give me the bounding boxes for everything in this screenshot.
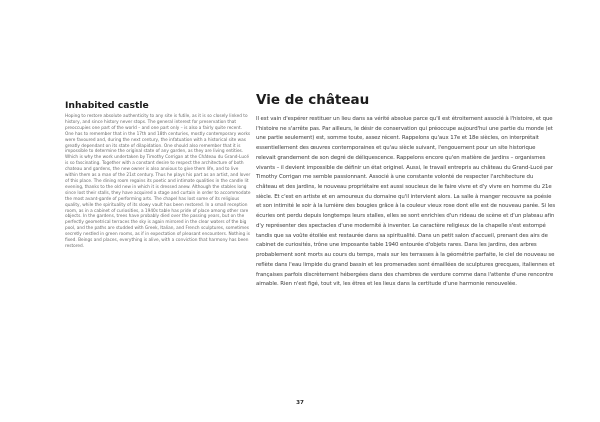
french-body-text: Il est vain d'espérer restituer un lieu dans sa vérité absolue parce qu'il est étroitement associé à l'histoire, et que l'histoire ne s'arrête pas. Par ailleurs, le désir de conservation qui préoccupe aujourd'hui une partie du monde (et une partie seulement) est, somme toute, assez récent. Rappelons qu'aux 17e et 18e siècles, on interprétait essentiellement des œuvres contemporaines et qu'au siècle suivant, l'engouement pour un site historique relevait grandement de son degré de déliquescence. Rappelons encore qu'en matière de jardins – organismes vivants – il devient impossible de définir un état originel. Aussi, le travail entrepris au château du Grand-Lucé par Timothy Corrigan me semble passionnant. Associé à une constante volonté de respecter l'architecture du château et des jardins, le nouveau propriétaire est aussi soucieux de le faire vivre et d'y vivre en homme du 21e siècle. Et c'est en artiste et en amoureux du domaine qu'il intervient alors. La salle à manger recouvre sa poésie et son intimité le soir à la lumière des bougies grâce à la couleur vieux rose dont elle est de nouveau parée. Si les écuries ont perdu depuis longtemps leurs stalles, elles se sont enrichies d'un rideau de scène et d'un plateau afin d'y représenter des spectacles d'une modernité à inventer. Le caractère religieux de la chapelle s'est estompé tandis que sa voûte étoilée est restaurée dans sa spiritualité. Dans un petit salon d'accueil, prenant des airs de cabinet de curiosités, trône une imposante table 1940 entourée d'objets rares. Dans les jardins, des arbres probablement sont morts au cours du temps, mais sur les terrasses à la géométrie parfaite, le ciel de nouveau se reflète dans l'eau limpide du grand bassin et les promenades sont émaillées de sculptures grecques, italiennes et françaises parfois discrètement hébergées dans des chambres de verdure comme dans l'attente d'une rencontre aimable. Rien n'est figé, tout vit, les êtres et les lieux dans la certitude d'une harmonie renouvelée. <box>256 116 556 288</box>
french-section-title: Vie de château <box>256 92 370 108</box>
english-section-title: Inhabited castle <box>65 100 149 111</box>
page-number: 37 <box>296 400 304 406</box>
english-body-text: Hoping to restore absolute authenticity to any site is futile, as it is so closely linked to history, and since history never stops. The general interest for preservation that preoccupies one part of the world – and one part only – is also a fairly quite recent. One has to remember that in the 17th and 18th centuries, mostly contemporary works were favoured and, during the next century, the infatuation with a historical site was greatly dependant on its state of dilapidation. One should also remember that it is impossible to determine the original state of any garden, as they are living entities. Which is why the work undertaken by Timothy Corrigan at the Château du Grand-Lucé is so fascinating. Together with a constant desire to respect the architecture of both chateau and gardens, the new owner is also anxious to give them life, and to live within them as a man of the 21st century. Thus he plays his part as an artist, and lover of this place. The dining room regains its poetic and intimate qualities in the candle lit evening, thanks to the old new in which it is dressed anew. Although the stables long since lost their stalls, they have acquired a stage and curtain in order to accommodate the most avant-garde of performing arts. The chapel has lost some of its religious quality, while the spirituality of its slowy vault has been restored. In a small reception room, as in a cabinet of curiosities, a 1940s table has pride of place among other rare objects. In the gardens, trees have probably died over the passing years, but on the perfectly geometrical terraces the sky is again mirrored in the clear waters of the big pool, and the paths are studded with Greek, Italian, and French sculptures, sometimes secretly nestled in green rooms, as if in expectation of pleasant encounters. Nothing is fixed. Beings and places, everything is alive, with a conviction that harmony has been restored. <box>65 114 251 249</box>
